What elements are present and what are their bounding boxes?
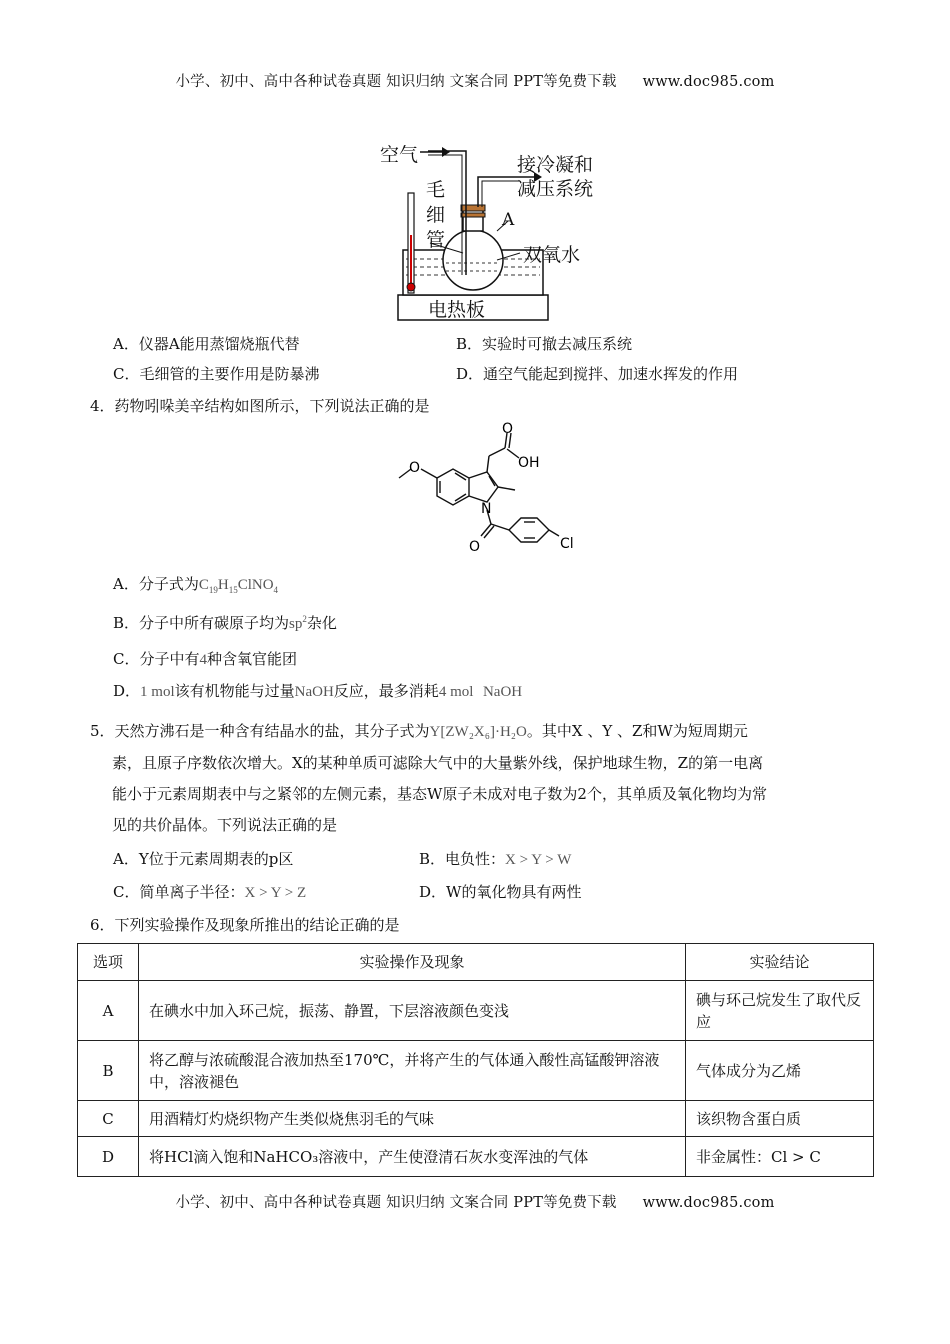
peroxide-label: 双氧水: [523, 244, 581, 266]
q4-option-a[interactable]: A．分子式为$C_{19}H_{15}ClNO_4$: [113, 575, 279, 595]
header-option: 选项: [78, 944, 139, 981]
molecular-formula: $C_{19}H_{15}ClNO_4$: [198, 577, 279, 595]
q3-option-b[interactable]: B．实验时可撤去减压系统: [456, 335, 633, 353]
header-text: 小学、初中、高中各种试卷真题 知识归纳 文案合同 PPT等免费下载: [175, 74, 617, 90]
flask-A: [443, 230, 503, 290]
footer-text: 小学、初中、高中各种试卷真题 知识归纳 文案合同 PPT等免费下载: [175, 1195, 617, 1211]
air-arrow-icon: [420, 146, 450, 158]
page-header: [0, 70, 950, 91]
q3-option-d[interactable]: D．通空气能起到搅拌、加速水挥发的作用: [456, 365, 739, 383]
carbonyl-o-label: O: [502, 421, 514, 437]
q5-option-a[interactable]: A．Y位于元素周期表的p区: [113, 850, 294, 868]
q6-table: [77, 943, 874, 1177]
table-header-row: [78, 944, 874, 981]
header-operation: 实验操作及现象: [139, 944, 686, 981]
header-conclusion: 实验结论: [686, 944, 874, 981]
oh-label: OH: [518, 455, 540, 471]
q4-stem: 4．药物吲哚美辛结构如图所示，下列说法正确的是: [90, 397, 430, 415]
q4-option-b[interactable]: B．分子中所有碳原子均为$sp^2$杂化: [113, 614, 337, 632]
q3-option-a[interactable]: A．仪器A能用蒸馏烧瓶代替: [113, 335, 300, 353]
header-url[interactable]: www.doc985.com: [642, 74, 775, 90]
indomethacin-structure: [385, 420, 605, 560]
methoxy-o-label: O: [409, 460, 421, 476]
q5-stem: 5．天然方沸石是一种含有结晶水的盐，其分子式为Y[ZW₂X₆]·H₂O。其中X 、Y 、Z和W为短周期元 素，且原子序数依次增大。X的某种单质可滤除大气中的大量紫外线，保护地球生物，Z的第一电离 能小于元素周期表中与之紧邻的左侧元素，基态W原子未成对电子数为2个，其单质及氧化物均为常 见的共价晶体。下列说法正确的是: [90, 722, 767, 834]
table-row: C 用酒精灯灼烧织物产生类似烧焦羽毛的气味 该织物含蛋白质: [78, 1101, 874, 1137]
page-footer: [0, 1191, 950, 1212]
table-row: B 将乙醇与浓硫酸混合液加热至170℃，并将产生的气体通入酸性高锰酸钾溶液中，溶液褪色 气体成分为乙烯: [78, 1041, 874, 1101]
q4-option-d[interactable]: D．1 mol该有机物能与过量NaOH反应，最多消耗4 mol NaOH: [113, 682, 523, 700]
q4-option-c[interactable]: C．分子中有4种含氧官能团: [113, 650, 297, 668]
cl-label: Cl: [560, 536, 574, 552]
hotplate-label: 电热板: [428, 299, 486, 321]
footer-url[interactable]: www.doc985.com: [642, 1195, 775, 1211]
q5-option-c[interactable]: C．简单离子半径：X > Y > Z: [113, 883, 307, 901]
amide-o-label: O: [469, 539, 481, 555]
capillary-label: 毛 细 管: [426, 179, 446, 251]
q5-option-b[interactable]: B．电负性：X > Y > W: [419, 850, 572, 868]
table-row: A 在碘水中加入环己烷，振荡、静置，下层溶液颜色变浅 碘与环己烷发生了取代反应: [78, 981, 874, 1041]
q6-stem: 6．下列实验操作及现象所推出的结论正确的是: [90, 916, 400, 934]
hybridization: $sp^2$: [289, 614, 307, 632]
condense-label: 接冷凝和 减压系统: [517, 154, 594, 200]
table-row: D 将HCl滴入饱和NaHCO₃溶液中，产生使澄清石灰水变浑浊的气体 非金属性：Cl > C: [78, 1137, 874, 1177]
flask-A-label: A: [502, 210, 515, 230]
air-label: 空气: [380, 144, 419, 166]
n-label: N: [481, 501, 492, 517]
q5-option-d[interactable]: D．W的氧化物具有两性: [419, 883, 582, 901]
q3-option-c[interactable]: C．毛细管的主要作用是防暴沸: [113, 365, 320, 383]
